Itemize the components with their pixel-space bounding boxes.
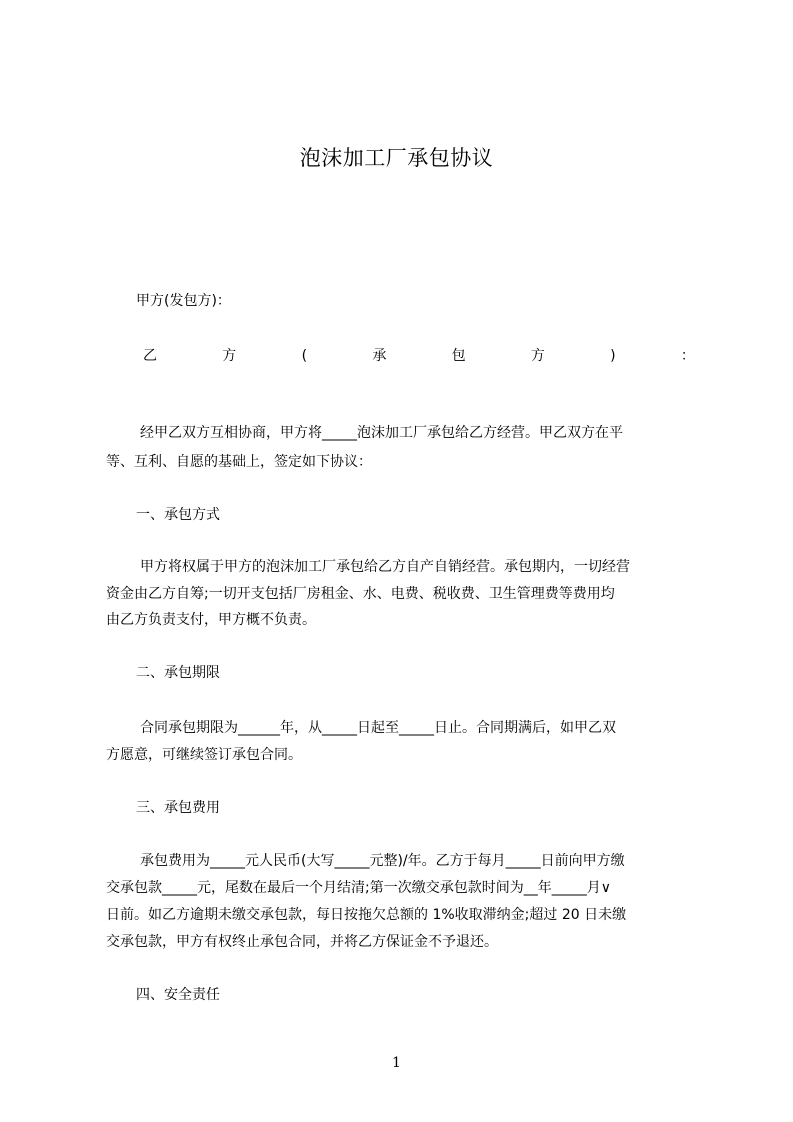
section-heading: 一、承包方式 <box>136 507 220 523</box>
section-heading: 三、承包费用 <box>136 800 220 816</box>
party-b-char: ) <box>610 348 616 364</box>
paragraph-line: 交承包款，甲方有权终止承包合同，并将乙方保证金不予退还。 <box>106 934 498 950</box>
paragraph-line: 甲方将权属于甲方的泡沫加工厂承包给乙方自产自销经营。承包期内，一切经营 <box>140 559 630 575</box>
party-b-char: ： <box>680 348 695 364</box>
paragraph-line: 等、互利、自愿的基础上，签定如下协议： <box>106 454 372 470</box>
party-a-label: 甲方(发包方)： <box>136 293 231 309</box>
party-b-char: 方 <box>222 348 237 364</box>
document-title: 泡沫加工厂承包协议 <box>299 146 494 170</box>
paragraph-line: 经甲乙双方互相协商，甲方将_____泡沫加工厂承包给乙方经营。甲乙双方在平 <box>140 425 623 441</box>
paragraph-line: 资金由乙方自筹;一切开支包括厂房租金、水、电费、税收费、卫生管理费等费用均 <box>106 586 615 602</box>
party-b-char: ( <box>301 348 308 364</box>
paragraph-line: 承包费用为_____元人民币(大写_____元整)/年。乙方于每月_____日前向甲方缴 <box>140 853 625 869</box>
paragraph-line: 由乙方负责支付，甲方概不负责。 <box>106 612 316 628</box>
section-heading: 二、承包期限 <box>136 665 220 681</box>
party-b-label <box>143 343 695 369</box>
party-b-char: 包 <box>451 348 466 364</box>
party-b-char: 方 <box>530 348 545 364</box>
party-b-char: 乙 <box>143 348 157 364</box>
paragraph-line: 合同承包期限为______年，从_____日起至_____日止。合同期满后，如甲乙双 <box>140 720 616 736</box>
paragraph-line: 交承包款_____元，尾数在最后一个月结清;第一次缴交承包款时间为__年_____月∨ <box>106 880 611 896</box>
page-number: 1 <box>392 1055 401 1071</box>
paragraph-line: 日前。如乙方逾期未缴交承包款，每日按拖欠总额的 1%收取滞纳金;超过 20 日未缴 <box>106 907 627 923</box>
paragraph-line: 方愿意，可继续签订承包合同。 <box>106 747 302 763</box>
section-heading: 四、安全责任 <box>136 987 220 1003</box>
party-b-char: 承 <box>372 348 387 364</box>
